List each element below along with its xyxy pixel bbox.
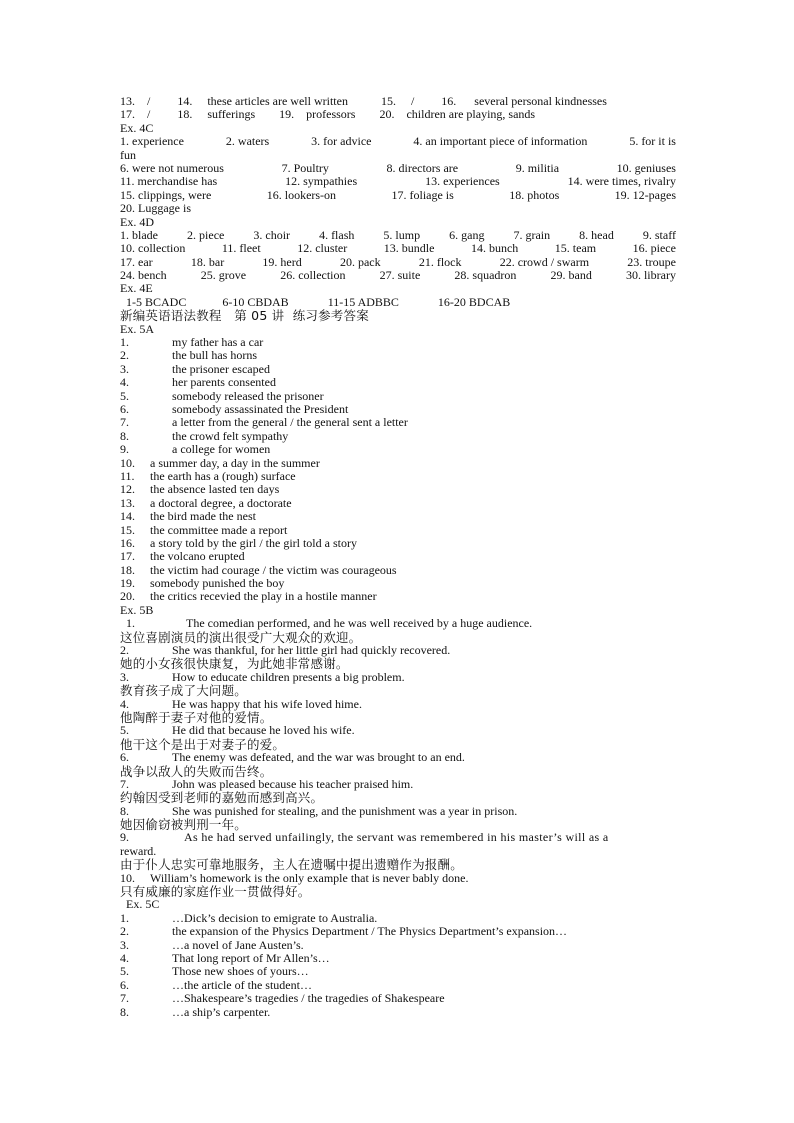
- ex5c-item: [120, 925, 676, 938]
- english-sentence: The enemy was defeated, and the war was brought to an end.: [172, 750, 465, 765]
- ex5b-english-line: [120, 724, 676, 737]
- ex5a-title: Ex. 5A: [120, 321, 154, 336]
- ex5b-english-line: [120, 778, 676, 791]
- item-number: 15.: [120, 522, 135, 537]
- item-text: a letter from the general / the general sent a letter: [172, 415, 408, 430]
- item-text: the victim had courage / the victim was courageous: [150, 562, 397, 577]
- item-number: 4.: [120, 375, 129, 390]
- ex4e-answers: 1-5 BCADC 6-10 CBDAB 11-15 ADBBC 16-20 BDCAB: [126, 294, 511, 309]
- item-number: 7.: [120, 991, 129, 1006]
- ex5b-english-line: [120, 805, 676, 818]
- item-text: …Shakespeare’s tragedies / the tragedies of Shakespeare: [172, 991, 445, 1006]
- item-text: the bird made the nest: [150, 509, 256, 524]
- chinese-translation: 她的小女孩很快康复，为此她非常感谢。: [120, 656, 349, 672]
- item-number: 5.: [120, 388, 129, 403]
- item-text: That long report of Mr Allen’s…: [172, 951, 330, 965]
- ex4d-line-3: 17. ear 18. bar 19. herd 20. pack 21. flock 22. crowd / swarm 23. troupe: [120, 254, 676, 269]
- item-number: 1.: [120, 910, 129, 925]
- item-text: a summer day, a day in the summer: [150, 455, 320, 470]
- ex5b-english-continuation: reward.: [120, 843, 157, 858]
- item-number: 3.: [120, 361, 129, 376]
- item-number: 6.: [120, 750, 129, 765]
- ex4d-line-1: 1. blade 2. piece 3. choir 4. flash 5. lump 6. gang 7. grain 8. head 9. staff: [120, 227, 676, 242]
- chinese-translation: 教育孩子成了大问题。: [120, 683, 248, 699]
- item-number: 4.: [120, 951, 129, 965]
- ex4c-line-3: 6. were not numerous 7. Poultry 8. directors are 9. militia 10. geniuses: [120, 160, 676, 175]
- ex5a-item: [120, 376, 676, 389]
- item-text: her parents consented: [172, 375, 276, 390]
- item-number: 10.: [120, 870, 135, 885]
- ex5a-item: [120, 510, 676, 523]
- english-sentence: William’s homework is the only example that is never bably done.: [150, 870, 469, 885]
- item-number: 18.: [120, 562, 135, 577]
- item-number: 9.: [120, 442, 129, 457]
- item-number: 6.: [120, 401, 129, 416]
- ex5b-english-line: [120, 751, 676, 764]
- ex5b-english-line: [120, 831, 676, 844]
- item-text: a doctoral degree, a doctorate: [150, 495, 292, 510]
- ex4c-line-6: 20. Luggage is: [120, 201, 191, 216]
- ex5b-english-line: [120, 872, 676, 885]
- item-number: 8.: [120, 1004, 129, 1019]
- item-number: 11.: [120, 468, 135, 483]
- item-number: 20.: [120, 589, 135, 604]
- ex5b-list: [120, 617, 676, 898]
- item-number: 10.: [120, 455, 135, 470]
- item-number: 3.: [120, 937, 129, 952]
- item-text: the prisoner escaped: [172, 361, 270, 376]
- english-sentence: She was punished for stealing, and the punishment was a year in prison.: [172, 803, 518, 818]
- item-number: 8.: [120, 428, 129, 443]
- ex5a-item: [120, 336, 676, 349]
- item-number: 17.: [120, 549, 135, 564]
- ex5a-item: [120, 483, 676, 496]
- ex5c-item: [120, 992, 676, 1005]
- item-number: 12.: [120, 482, 135, 497]
- ex4e-title: Ex. 4E: [120, 281, 153, 296]
- ex4d-title: Ex. 4D: [120, 214, 154, 229]
- ex4c-title: Ex. 4C: [120, 120, 154, 135]
- item-number: 9.: [120, 830, 129, 845]
- item-text: …Dick’s decision to emigrate to Australia.: [172, 910, 378, 925]
- item-text: …a novel of Jane Austen’s.: [172, 937, 304, 952]
- chinese-translation: 他干这个是出于对妻子的爱。: [120, 736, 286, 752]
- english-sentence: She was thankful, for her little girl had quickly recovered.: [172, 643, 451, 658]
- ex4c-line-5: 15. clippings, were 16. lookers-on 17. foliage is 18. photos 19. 12-pages: [120, 187, 676, 202]
- ex5a-item: [120, 550, 676, 563]
- chinese-translation: 战争以敌人的失败而告终。: [120, 763, 273, 779]
- ex5a-item: [120, 524, 676, 537]
- item-text: the crowd felt sympathy: [172, 428, 289, 443]
- item-text: a college for women: [172, 442, 271, 457]
- item-number: 8.: [120, 803, 129, 818]
- ex4c-line-4: 11. merchandise has 12. sympathies 13. experiences 14. were times, rivalry: [120, 174, 676, 189]
- ex5b-english-line: [120, 671, 676, 684]
- ex5b-title: Ex. 5B: [120, 602, 154, 617]
- item-text: the committee made a report: [150, 522, 288, 537]
- ex5a-item: [120, 564, 676, 577]
- item-number: 5.: [120, 964, 129, 979]
- item-text: the critics recevied the play in a hostile manner: [150, 589, 377, 604]
- chinese-translation: 这位喜剧演员的演出很受广大观众的欢迎。: [120, 629, 362, 645]
- ex5a-item: [120, 390, 676, 403]
- item-number: 7.: [120, 776, 129, 791]
- ex5c-item: [120, 979, 676, 992]
- english-sentence: How to educate children presents a big problem.: [172, 669, 405, 684]
- item-text: a story told by the girl / the girl told a story: [150, 535, 357, 550]
- ex5c-list: [120, 912, 676, 1019]
- chinese-translation: 约翰因受到老师的嘉勉而感到高兴。: [120, 790, 324, 806]
- item-number: 13.: [120, 495, 135, 510]
- item-number: 14.: [120, 509, 135, 524]
- ex5c-item: [120, 1006, 676, 1019]
- chinese-translation: 只有威廉的家庭作业一贯做得好。: [120, 884, 311, 900]
- ex5a-item: [120, 457, 676, 470]
- item-text: somebody assassinated the President: [172, 401, 349, 416]
- english-sentence: As he had served unfailingly, the servant was remembered in his master’s will as a: [184, 830, 609, 845]
- item-number: 6.: [120, 977, 129, 992]
- item-text: …the article of the student…: [172, 977, 312, 992]
- ex4b-line-2: 17. / 18. sufferings 19. professors 20. children are playing, sands: [120, 107, 536, 122]
- item-text: the volcano erupted: [150, 549, 245, 564]
- item-number: 3.: [120, 669, 129, 684]
- ex5a-item: [120, 363, 676, 376]
- english-sentence: He did that because he loved his wife.: [172, 723, 355, 738]
- ex5c-item: [120, 952, 676, 965]
- ex4b-line-1: 13. / 14. these articles are well written 15. / 16. several personal kindnesses: [120, 94, 607, 108]
- english-sentence: John was pleased because his teacher praised him.: [172, 776, 414, 791]
- ex5b-english-line: [120, 698, 676, 711]
- item-number: 4.: [120, 696, 129, 711]
- ex4c-line-1: 1. experience 2. waters 3. for advice 4. an important piece of information 5. for it is: [120, 134, 676, 149]
- item-number: 2.: [120, 924, 129, 939]
- item-number: 19.: [120, 576, 135, 591]
- ex5a-item: [120, 497, 676, 510]
- item-text: the bull has horns: [172, 348, 257, 363]
- ex5a-item: [120, 470, 676, 483]
- lecture-title: 新编英语语法教程 第 05 讲 练习参考答案: [120, 308, 369, 324]
- chinese-translation: 她因偷窃被判刑一年。: [120, 817, 248, 833]
- english-sentence: The comedian performed, and he was well received by a huge audience.: [186, 616, 533, 631]
- ex5a-item: [120, 416, 676, 429]
- chinese-translation: 他陶醉于妻子对他的爱情。: [120, 709, 273, 725]
- item-text: the expansion of the Physics Department / The Physics Department’s expansion…: [172, 924, 568, 939]
- item-number: 2.: [120, 348, 129, 363]
- ex5a-item: [120, 443, 676, 456]
- answer-key-document: [120, 95, 676, 1019]
- item-number: 1.: [126, 616, 135, 631]
- ex4c-line-2: fun: [120, 147, 136, 162]
- ex5b-english-line: [120, 617, 676, 630]
- ex5c-item: [120, 939, 676, 952]
- item-number: 16.: [120, 535, 135, 550]
- item-text: …a ship’s carpenter.: [172, 1004, 271, 1019]
- item-text: somebody released the prisoner: [172, 388, 324, 403]
- ex5c-title: Ex. 5C: [126, 897, 160, 912]
- ex5a-list: [120, 336, 676, 604]
- ex4d-line-2: 10. collection 11. fleet 12. cluster 13. bundle 14. bunch 15. team 16. piece: [120, 241, 676, 256]
- ex5a-item: [120, 349, 676, 362]
- ex5a-item: [120, 403, 676, 416]
- english-sentence: He was happy that his wife loved hime.: [172, 696, 362, 711]
- item-text: Those new shoes of yours…: [172, 964, 309, 979]
- item-text: the earth has a (rough) surface: [150, 468, 296, 483]
- item-number: 1.: [120, 335, 129, 350]
- ex5c-item: [120, 912, 676, 925]
- item-text: my father has a car: [172, 335, 264, 350]
- ex5b-english-line: [120, 644, 676, 657]
- item-text: the absence lasted ten days: [150, 482, 280, 497]
- ex5a-item: [120, 430, 676, 443]
- ex5a-item: [120, 577, 676, 590]
- item-number: 5.: [120, 723, 129, 738]
- ex5a-item: [120, 590, 676, 603]
- ex4d-line-4: 24. bench 25. grove 26. collection 27. suite 28. squadron 29. band 30. library: [120, 268, 676, 283]
- item-text: somebody punished the boy: [150, 576, 285, 591]
- ex5a-item: [120, 537, 676, 550]
- ex5c-item: [120, 965, 676, 978]
- item-number: 7.: [120, 415, 129, 430]
- chinese-translation: 由于仆人忠实可靠地服务，主人在遗嘱中提出遗赠作为报酬。: [120, 857, 463, 873]
- item-number: 2.: [120, 643, 129, 658]
